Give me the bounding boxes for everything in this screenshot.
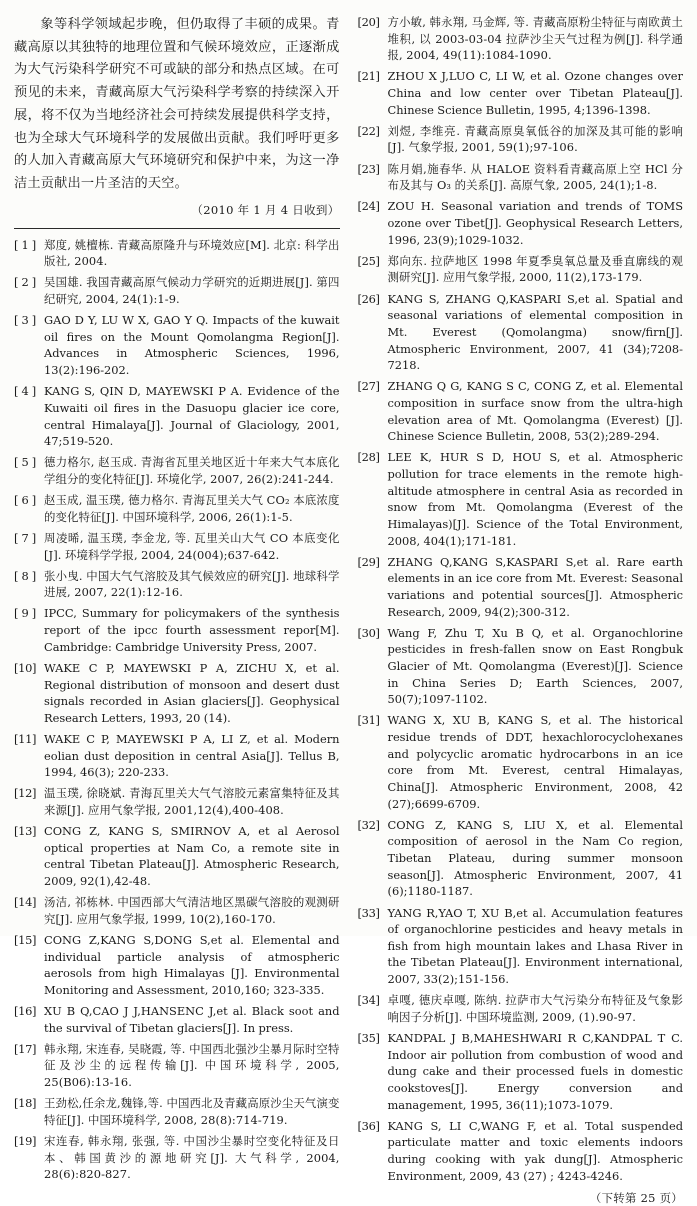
reference-number: [ 3 ] — [14, 313, 36, 328]
reference-text: WAKE C P, MAYEWSKI P A, LI Z, et al. Modern eolian dust deposition in central Asia[J]. Tellus B, 1994, 46(3); 220-233. — [44, 731, 340, 780]
reference-item — [14, 1003, 340, 1036]
reference-text: 刘煜, 李维亮. 青藏高原臭氧低谷的加深及其可能的影响[J]. 气象学报, 2001, 59(1);97-106. — [387, 123, 683, 155]
reference-text: GAO D Y, LU W X, GAO Y Q. Impacts of the kuwait oil fires on the Mount Qomolangma Region[J]. Advances in Atmospheric Sciences, 1996, 13(2):196-202. — [44, 313, 340, 378]
reference-number: [ 7 ] — [14, 530, 36, 545]
reference-number: [18] — [14, 1096, 37, 1111]
reference-number: [16] — [14, 1004, 37, 1019]
reference-text: 韩永翔, 宋连春, 吴晓霞, 等. 中国西北强沙尘暴月际时空特征及沙尘的远程传输[J]. 中国环境科学, 2005, 25(B06):13-16. — [44, 1041, 340, 1090]
reference-number: [29] — [357, 554, 380, 569]
reference-number: [19] — [14, 1134, 37, 1149]
reference-text: XU B Q,CAO J J,HANSENC J,et al. Black soot and the survival of Tibetan glaciers[J]. In press. — [44, 1004, 340, 1035]
reference-number: [17] — [14, 1041, 37, 1056]
reference-number: [20] — [357, 15, 380, 29]
reference-number: [ 5 ] — [14, 455, 36, 470]
reference-item — [358, 161, 684, 194]
reference-list-right — [358, 14, 684, 1184]
reference-text: 赵玉成, 温玉璞, 德力格尔. 青海瓦里关大气 CO₂ 本底浓度的变化特征[J]. 中国环境科学, 2006, 26(1):1-5. — [44, 493, 340, 524]
reference-item — [14, 1041, 340, 1091]
reference-item — [358, 68, 684, 118]
reference-number: [27] — [357, 379, 380, 394]
continued-note: （下转第 25 页） — [589, 1191, 683, 1206]
reference-text: CONG Z,KANG S,DONG S,et al. Elemental and individual particle analysis of atmospheric aerosols from high Himalayas [J]. Environmental Monitoring and Assessment, 2010,160; 323-335. — [44, 932, 340, 997]
reference-item — [14, 894, 340, 927]
reference-item — [358, 992, 684, 1025]
reference-text: 周凌晞, 温玉璞, 李金龙, 等. 瓦里关山大气 CO 本底变化[J]. 环境科学学报, 2004, 24(004);637-642. — [44, 530, 340, 562]
reference-text: CONG Z, KANG S, SMIRNOV A, et al Aerosol optical properties at Nam Co, a remote site in central Tibetan Plateau[J]. Atmospheric Research, 2009, 92(1),42-48. — [44, 824, 340, 889]
reference-number: [32] — [357, 817, 380, 832]
reference-item — [14, 383, 340, 450]
reference-text: 宋连春, 韩永翔, 张强, 等. 中国沙尘暴时空变化特征及日本、韩国黄沙的源地研究[J]. 大气科学, 2004, 28(6):820-827. — [44, 1134, 340, 1182]
reference-text: ZHOU X J,LUO C, LI W, et al. Ozone changes over China and low center over Tibetan Plateau[J]. Chinese Science Bulletin, 1995, 4;1396-1398. — [387, 69, 683, 117]
reference-text: LEE K, HUR S D, HOU S, et al. Atmospheric pollution for trace elements in the remote high-altitude atmosphere in central Asia as recorded in snow from Mt. Qomolangma (Everest of the Himalayas)[J]. Science of the Total Environment, 2008, 404(1);171-181. — [387, 450, 683, 548]
reference-text: 温玉璞, 徐晓斌. 青海瓦里关大气气溶胶元素富集特征及其来源[J]. 应用气象学报, 2001,12(4),400-408. — [44, 786, 340, 817]
reference-text: 卓嘎, 德庆卓嘎, 陈纳. 拉萨市大气污染分布特征及气象影响因子分析[J]. 中国环境监测, 2009, (1).90-97. — [387, 993, 683, 1024]
reference-number: [ 1 ] — [14, 237, 36, 252]
reference-item — [14, 731, 340, 781]
reference-item — [358, 1118, 684, 1185]
reference-item — [358, 123, 684, 156]
reference-text: WANG X, XU B, KANG S, et al. The historical residue trends of DDT, hexachlorocyclohexanes and polycyclic aromatic hydrocarbons in an ice core from Mt. Everest, central Himalayas, China[J]. Atmospheric Environment, 2008, 42 (27);6699-6709. — [387, 713, 683, 811]
reference-item — [14, 785, 340, 818]
reference-item — [358, 378, 684, 445]
reference-number: [ 2 ] — [14, 275, 36, 290]
reference-number: [34] — [357, 993, 380, 1008]
reference-item — [358, 554, 684, 621]
reference-text: YANG R,YAO T, XU B,et al. Accumulation features of organochlorine pesticides and heavy metals in fish from high mountain lakes and Lhasa River in the Tibetan Plateau[J]. Environment international, 2007, 33(2);151-156. — [387, 905, 683, 987]
reference-text: 汤洁, 祁栋林. 中国西部大气清洁地区黑碳气溶胶的观测研究[J]. 应用气象学报, 1999, 10(2),160-170. — [44, 895, 340, 926]
reference-number: [33] — [357, 905, 380, 920]
reference-text: WAKE C P, MAYEWSKI P A, ZICHU X, et al. Regional distribution of monsoon and desert dust signals recorded in Asian glaciers[J]. Geophysical Research Letters, 1993, 20 (14). — [44, 660, 340, 725]
section-divider — [14, 228, 340, 229]
reference-item — [14, 492, 340, 525]
body-paragraph: 象等科学领域起步晚，但仍取得了丰硕的成果。青藏高原以其独特的地理位置和气候环境效应，正逐渐成为大气污染科学研究不可或缺的部分和热点区域。在可预见的未来，青藏高原大气污染科学考察的持续深入开展，将不仅为当地经济社会可持续发展提供科学支持，也为全球大气环境科学的发展做出贡献。我们呼吁更多的人加入青藏高原大气环境研究和保护中来，为这一净洁土贡献出一片圣洁的天空。 — [14, 17, 340, 191]
reference-number: [28] — [357, 450, 380, 465]
reference-number: [ 6 ] — [14, 493, 36, 508]
reference-text: 郑度, 姚檀栋. 青藏高原隆升与环境效应[M]. 北京: 科学出版社, 2004. — [44, 237, 340, 269]
received-date: （2010 年 1 月 4 日收到） — [191, 202, 340, 217]
reference-item — [358, 198, 684, 248]
reference-text: IPCC, Summary for policymakers of the synthesis report of the ipcc fourth assessment repor[M]. Cambridge: Cambridge University Press, 2007. — [44, 606, 340, 654]
reference-item — [14, 1133, 340, 1183]
reference-item — [358, 253, 684, 286]
reference-text: 郑向东. 拉萨地区 1998 年夏季臭氧总量及垂直廓线的观测研究[J]. 应用气象学报, 2000, 11(2),173-179. — [387, 253, 683, 285]
reference-item — [14, 530, 340, 563]
reference-item — [14, 1095, 340, 1128]
reference-number: [26] — [357, 291, 380, 306]
reference-item — [358, 291, 684, 374]
two-column-layout — [14, 14, 683, 1206]
reference-text: KANG S, LI C,WANG F, et al. Total suspended particulate matter and toxic elements indoors during cooking with yak dung[J]. Atmospheric Environment, 2009, 43 (27) ; 4243-4246. — [387, 1118, 683, 1183]
reference-item — [14, 274, 340, 307]
reference-number: [12] — [14, 786, 37, 801]
reference-item — [14, 312, 340, 379]
reference-number: [10] — [14, 660, 37, 675]
reference-number: [ 9 ] — [14, 606, 36, 621]
reference-number: [13] — [14, 824, 37, 839]
reference-item — [358, 625, 684, 708]
reference-number: [31] — [357, 713, 380, 728]
reference-number: [25] — [357, 253, 380, 268]
reference-item — [14, 454, 340, 487]
reference-number: [ 4 ] — [14, 384, 36, 399]
reference-item — [358, 817, 684, 900]
reference-text: ZHANG Q G, KANG S C, CONG Z, et al. Elemental composition in surface snow from the ultra-high elevation area of Mt. Qomolangma (Everest) [J]. Chinese Science Bulletin, 2008, 53(2);289-294. — [387, 379, 683, 444]
reference-item — [358, 1030, 684, 1113]
reference-number: [22] — [357, 123, 380, 138]
reference-text: Wang F, Zhu T, Xu B Q, et al. Organochlorine pesticides in fresh-fallen snow on East Rongbuk Glacier of Mt. Qomolangma (Everest)[J]. Science in China Series D; Earth Sciences, 2007, 50(7);1097-1102. — [387, 625, 683, 707]
reference-number: [35] — [357, 1031, 380, 1046]
reference-number: [36] — [357, 1118, 380, 1133]
reference-item — [358, 712, 684, 812]
reference-number: [11] — [14, 731, 37, 746]
reference-text: KANDPAL J B,MAHESHWARI R C,KANDPAL T C. Indoor air pollution from combustion of wood and dung cake and their processed fuels in domestic cookstoves[J]. Energy conversion and management, 1995, 36(11);1073-1079. — [387, 1031, 683, 1112]
reference-number: [14] — [14, 895, 37, 910]
reference-number: [24] — [357, 199, 380, 214]
reference-number: [23] — [357, 161, 380, 176]
reference-number: [21] — [357, 69, 380, 84]
reference-item — [14, 932, 340, 999]
right-column — [357, 14, 684, 1206]
reference-number: [30] — [357, 625, 380, 640]
reference-text: ZOU H. Seasonal variation and trends of TOMS ozone over Tibet[J]. Geophysical Research Letters, 1996, 23(9);1029-1032. — [387, 199, 683, 247]
reference-text: ZHANG Q,KANG S,KASPARI S,et al. Rare earth elements in an ice core from Mt. Everest: Seasonal variations and potential sources[J]. Atmospheric Research, 2009, 94(2);300-312. — [387, 554, 683, 619]
reference-item — [14, 605, 340, 655]
reference-item — [358, 14, 684, 64]
reference-item — [14, 568, 340, 601]
reference-text: 王劲松,任余龙,魏锋,等. 中国西北及青藏高原沙尘天气演变特征[J]. 中国环境科学, 2008, 28(8):714-719. — [44, 1096, 340, 1127]
reference-list-left — [14, 237, 340, 1183]
left-column — [14, 14, 340, 1182]
reference-text: KANG S, QIN D, MAYEWSKI P A. Evidence of the Kuwaiti oil fires in the Dasuopu glacier ice core, central Himalaya[J]. Journal of Glaciology, 2001, 47;519-520. — [44, 384, 340, 449]
reference-item — [14, 237, 340, 270]
reference-item — [358, 905, 684, 988]
reference-number: [15] — [14, 932, 37, 947]
reference-item — [358, 449, 684, 549]
reference-text: 德力格尔, 赵玉成. 青海省瓦里关地区近十年来大气本底化学组分的变化特征[J]. 环境化学, 2007, 26(2):241-244. — [44, 455, 340, 486]
reference-item — [14, 660, 340, 727]
reference-item — [14, 823, 340, 890]
reference-text: 吴国雄. 我国青藏高原气候动力学研究的近期进展[J]. 第四纪研究, 2004, 24(1):1-9. — [44, 275, 340, 307]
reference-text: 陈月娟,施春华. 从 HALOE 资料看青藏高原上空 HCl 分布及其与 O₃ 的关系[J]. 高原气象, 2005, 24(1);1-8. — [387, 161, 683, 193]
reference-text: 方小敏, 韩永翔, 马金辉, 等. 青藏高原粉尘特征与南欧黄土堆积, 以 2003-03-04 拉萨沙尘天气过程为例[J]. 科学通报, 2004, 49(11):1084-1090. — [387, 15, 683, 63]
reference-text: KANG S, ZHANG Q,KASPARI S,et al. Spatial and seasonal variations of elemental composition in Mt. Everest (Qomolangma) snow/firn[J]. Atmospheric Environment, 2007, 41 (34);7208-7218. — [387, 291, 683, 373]
reference-number: [ 8 ] — [14, 568, 36, 583]
reference-text: 张小曳. 中国大气气溶胶及其气候效应的研究[J]. 地球科学进展, 2007, 22(1):12-16. — [44, 568, 340, 600]
reference-text: CONG Z, KANG S, LIU X, et al. Elemental composition of aerosol in the Nam Co region, Tibetan Plateau, during summer monsoon season[J]. Atmospheric Environment, 2007, 41 (6);1180-1187. — [387, 817, 683, 899]
